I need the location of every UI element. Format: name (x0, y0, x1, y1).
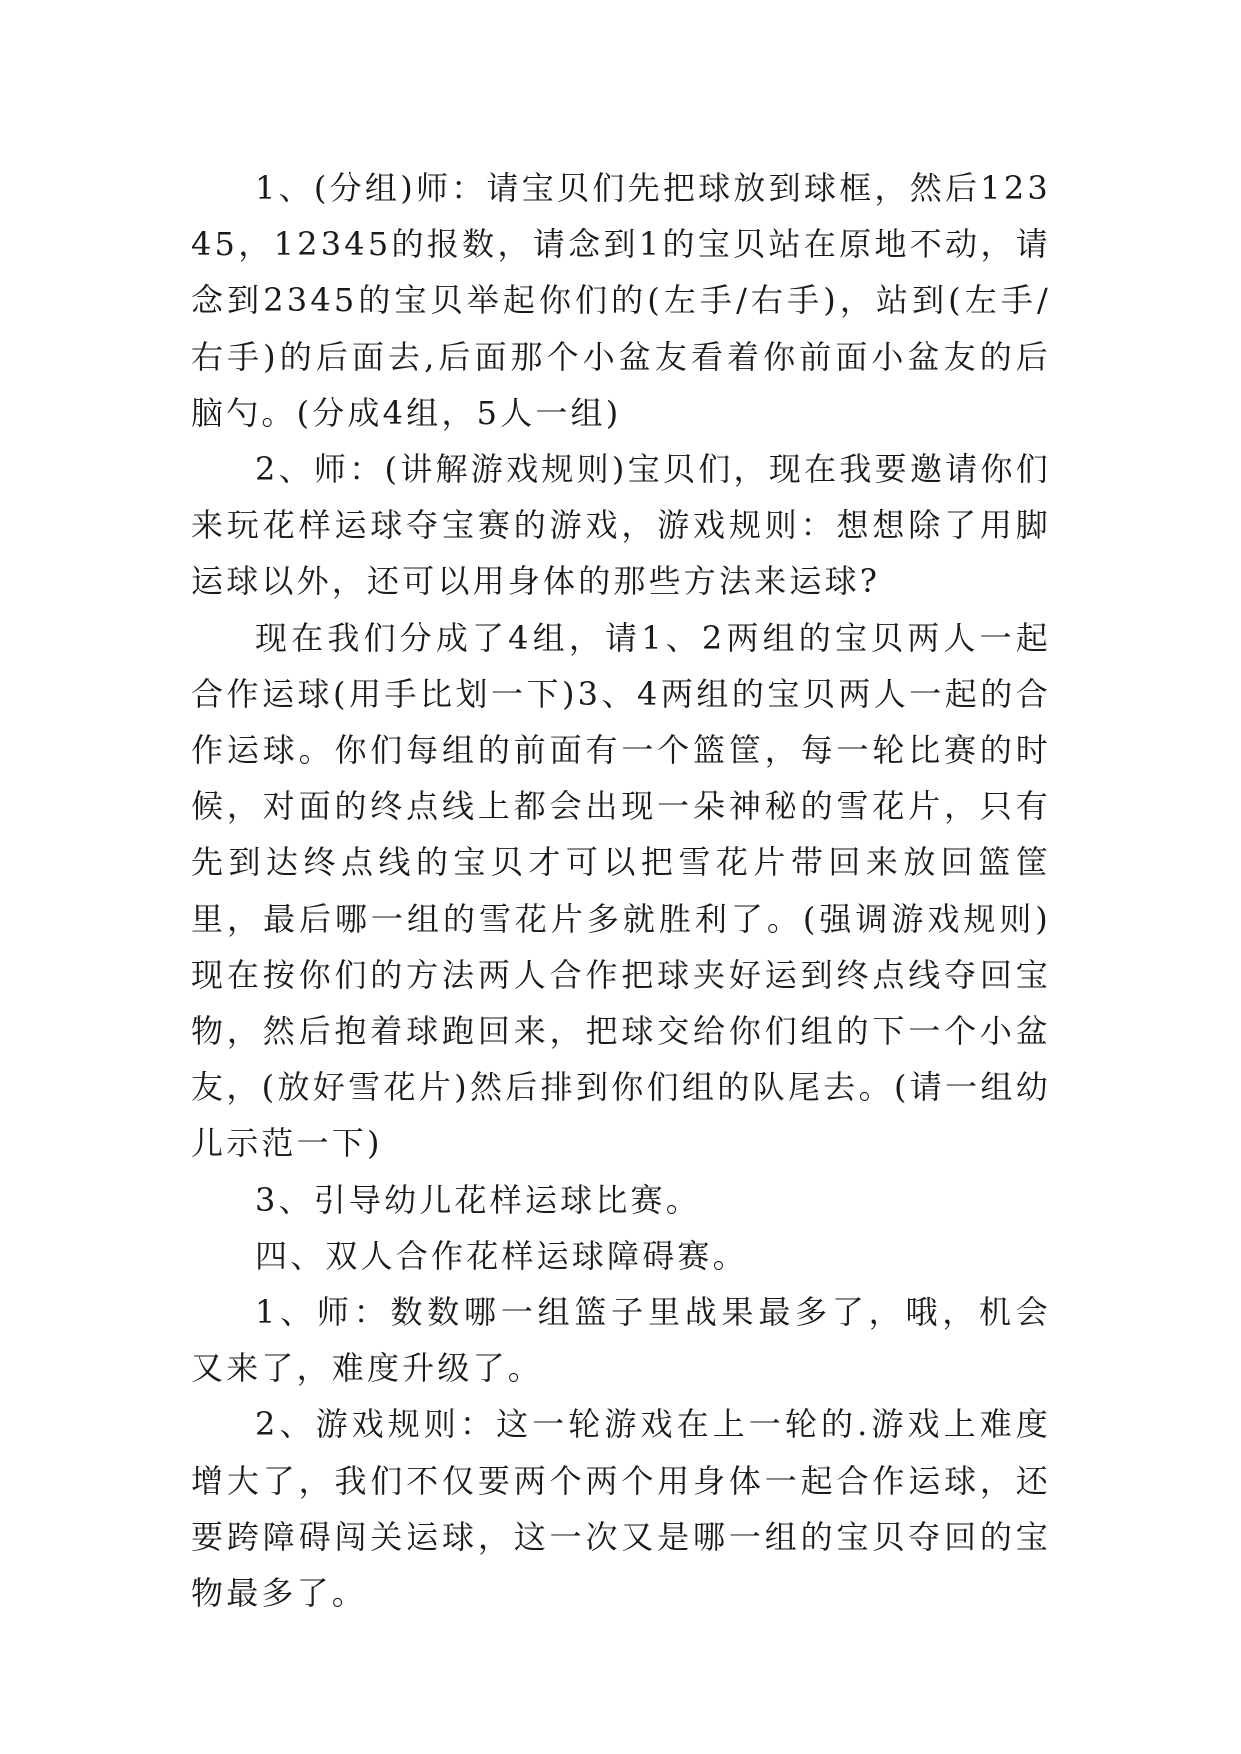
paragraph-guide-competition: 3、引导幼儿花样运球比赛。 (255, 1180, 701, 1219)
paragraph-rules-detail: 现在我们分成了4组，请1、2两组的宝贝两人一起合作运球(用手比划一下)3、4两组的宝贝两人一起的合作运球。你们每组的前面有一个篮筐，每一轮比赛的时候，对面的终点线上都会出现一朵神秘的雪花片，只有先到达终点线的宝贝才可以把雪花片带回来放回篮筐里，最后哪一组的雪花片多就胜利了。(强调游戏规则)现在按你们的方法两人合作把球夹好运到终点线夺回宝物，然后抱着球跑回来，把球交给你们组的下一个小盆友，(放好雪花片)然后排到你们组的队尾去。(请一组幼儿示范一下) (191, 618, 1051, 1163)
paragraph-rules-intro: 2、师：(讲解游戏规则)宝贝们，现在我要邀请你们来玩花样运球夺宝赛的游戏，游戏规则：想想除了用脚运球以外，还可以用身体的那些方法来运球? (191, 450, 1051, 601)
section-heading-obstacle-race: 四、双人合作花样运球障碍赛。 (255, 1236, 748, 1275)
paragraph-obstacle-rules: 2、游戏规则：这一轮游戏在上一轮的.游戏上难度增大了，我们不仅要两个两个用身体一起合作运球，还要跨障碍闯关运球，这一次又是哪一组的宝贝夺回的宝物最多了。 (191, 1405, 1051, 1613)
document-body (191, 160, 1051, 1621)
paragraph-count-results: 1、师：数数哪一组篮子里战果最多了，哦，机会又来了，难度升级了。 (191, 1293, 1051, 1388)
paragraph-grouping: 1、(分组)师：请宝贝们先把球放到球框，然后12345，12345的报数，请念到1的宝贝站在原地不动，请念到2345的宝贝举起你们的(左手/右手)，站到(左手/右手)的后面去,后面那个小盆友看着你前面小盆友的后脑勺。(分成4组，5人一组) (191, 169, 1051, 432)
